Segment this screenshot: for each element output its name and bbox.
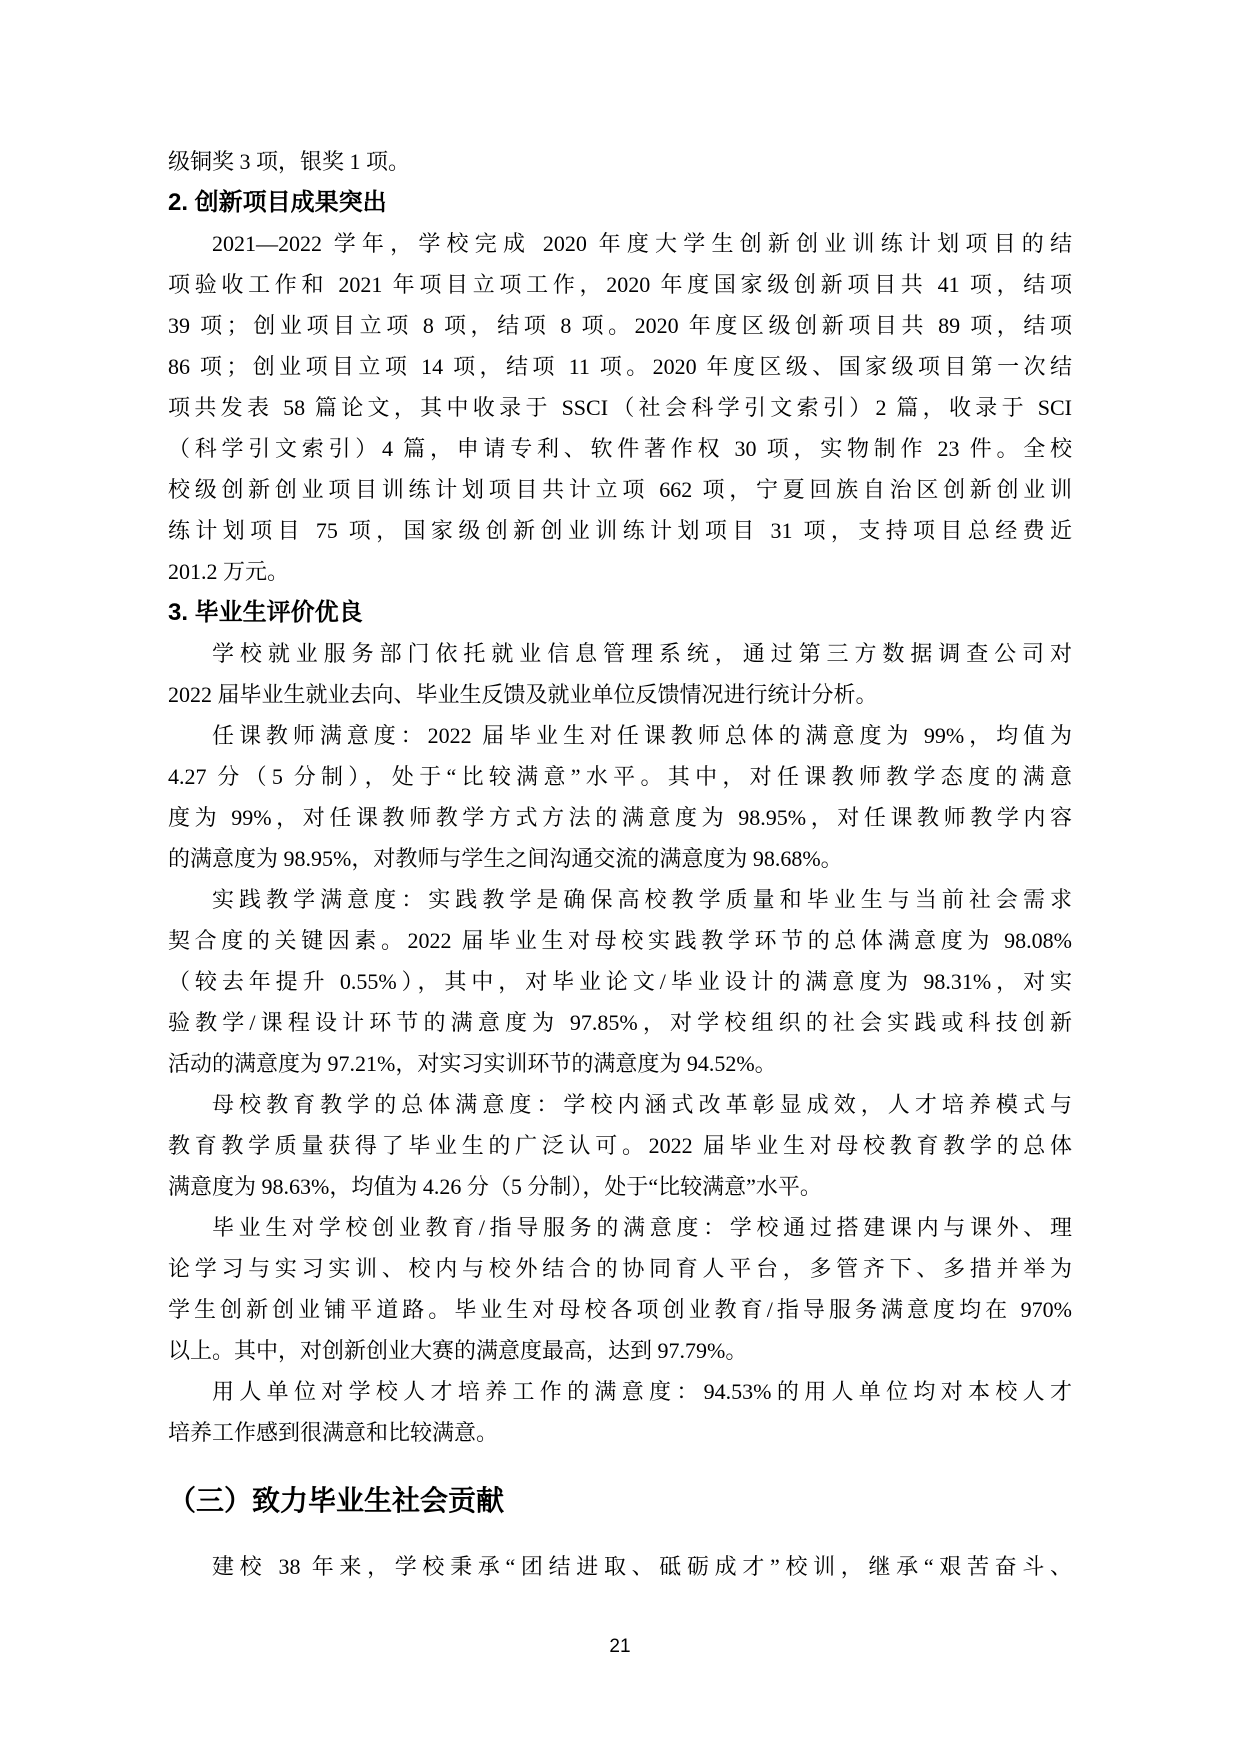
text-line: 实践教学满意度：实践教学是确保高校教学质量和毕业生与当前社会需求 bbox=[212, 887, 1072, 912]
text-line: 201.2 万元。 bbox=[168, 559, 290, 584]
text-line: 39 项；创业项目立项 8 项，结项 8 项。2020 年度区级创新项目共 89 项，结项 bbox=[168, 313, 1072, 338]
text-line: 学校就业服务部门依托就业信息管理系统，通过第三方数据调查公司对 bbox=[212, 641, 1072, 666]
text-line: 项共发表 58 篇论文，其中收录于 SSCI（社会科学引文索引）2 篇，收录于 SCI bbox=[168, 395, 1072, 420]
text-line: 任课教师满意度：2022 届毕业生对任课教师总体的满意度为 99%，均值为 bbox=[212, 723, 1072, 748]
text-line: 2022 届毕业生就业去向、毕业生反馈及就业单位反馈情况进行统计分析。 bbox=[168, 682, 878, 707]
page-number: 21 bbox=[609, 1636, 631, 1657]
paragraph-overall-education bbox=[168, 1084, 1072, 1207]
text-line: 母校教育教学的总体满意度：学校内涵式改革彰显成效，人才培养模式与 bbox=[212, 1092, 1072, 1117]
text-line: 活动的满意度为 97.21%，对实习实训环节的满意度为 94.52%。 bbox=[168, 1051, 777, 1076]
text-line: 2021—2022 学年，学校完成 2020 年度大学生创新创业训练计划项目的结 bbox=[212, 231, 1072, 256]
text-line: 项验收工作和 2021 年项目立项工作，2020 年度国家级创新项目共 41 项，结项 bbox=[168, 272, 1072, 297]
paragraph-innovation-projects bbox=[168, 223, 1072, 592]
text-line: 校级创新创业项目训练计划项目共计立项 662 项，宁夏回族自治区创新创业训 bbox=[168, 477, 1072, 502]
text-line: （较去年提升 0.55%），其中，对毕业论文/毕业设计的满意度为 98.31%，对实 bbox=[168, 969, 1072, 994]
text-line: 建校 38 年来，学校秉承“团结进取、砥砺成才”校训，继承“艰苦奋斗、 bbox=[212, 1554, 1072, 1579]
text-line: 契合度的关键因素。2022 届毕业生对母校实践教学环节的总体满意度为 98.08% bbox=[168, 928, 1072, 953]
text-line: 学生创新创业铺平道路。毕业生对母校各项创业教育/指导服务满意度均在 970% bbox=[168, 1297, 1072, 1322]
text-line: 86 项；创业项目立项 14 项，结项 11 项。2020 年度区级、国家级项目第一次结 bbox=[168, 354, 1072, 379]
section-heading-social-contribution: （三）致力毕业生社会贡献 bbox=[168, 1485, 505, 1516]
text-line: 培养工作感到很满意和比较满意。 bbox=[168, 1420, 499, 1445]
numbered-heading-2: 2. 创新项目成果突出 bbox=[168, 189, 387, 216]
text-line: 的满意度为 98.95%，对教师与学生之间沟通交流的满意度为 98.68%。 bbox=[168, 846, 843, 871]
text-line: （科学引文索引）4 篇，申请专利、软件著作权 30 项，实物制作 23 件。全校 bbox=[168, 436, 1072, 461]
text-line: 毕业生对学校创业教育/指导服务的满意度：学校通过搭建课内与课外、理 bbox=[212, 1215, 1072, 1240]
text-line: 度为 99%，对任课教师教学方式方法的满意度为 98.95%，对任课教师教学内容 bbox=[168, 805, 1072, 830]
paragraph-employer-satisfaction bbox=[168, 1371, 1072, 1453]
numbered-heading-3: 3. 毕业生评价优良 bbox=[168, 599, 363, 626]
text-line: 以上。其中，对创新创业大赛的满意度最高，达到 97.79%。 bbox=[168, 1338, 748, 1363]
paragraph-school-motto bbox=[168, 1546, 1072, 1587]
paragraph-tail-line: 级铜奖 3 项，银奖 1 项。 bbox=[168, 149, 411, 174]
text-line: 用人单位对学校人才培养工作的满意度：94.53%的用人单位均对本校人才 bbox=[212, 1379, 1072, 1404]
text-line: 教育教学质量获得了毕业生的广泛认可。2022 届毕业生对母校教育教学的总体 bbox=[168, 1133, 1072, 1158]
text-line: 论学习与实习实训、校内与校外结合的协同育人平台，多管齐下、多措并举为 bbox=[168, 1256, 1072, 1281]
paragraph-practical-teaching bbox=[168, 879, 1072, 1084]
paragraph-entrepreneurship-education bbox=[168, 1207, 1072, 1371]
text-line: 4.27 分（5 分制），处于“比较满意”水平。其中，对任课教师教学态度的满意 bbox=[168, 764, 1072, 789]
text-line: 满意度为 98.63%，均值为 4.26 分（5 分制），处于“比较满意”水平。 bbox=[168, 1174, 822, 1199]
paragraph-teacher-satisfaction bbox=[168, 715, 1072, 879]
paragraph-survey-intro bbox=[168, 633, 1072, 715]
text-line: 练计划项目 75 项，国家级创新创业训练计划项目 31 项，支持项目总经费近 bbox=[168, 518, 1072, 543]
text-line: 验教学/课程设计环节的满意度为 97.85%，对学校组织的社会实践或科技创新 bbox=[168, 1010, 1072, 1035]
